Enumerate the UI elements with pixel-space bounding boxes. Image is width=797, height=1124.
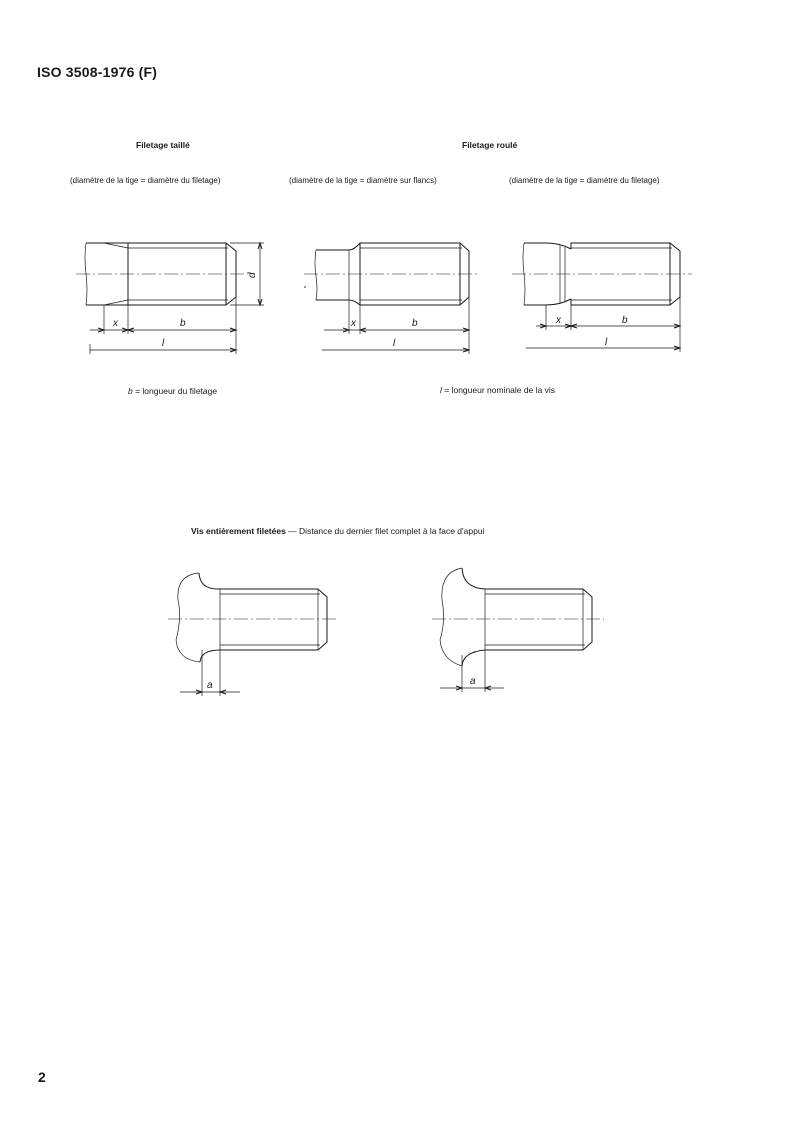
label-l: l xyxy=(162,338,165,349)
label-l: l xyxy=(393,338,396,349)
caption-cut-thread: (diamètre de la tige = diamètre du filetage) xyxy=(70,176,221,185)
title-cut-thread: Filetage taillé xyxy=(136,140,190,150)
document-header: ISO 3508-1976 (F) xyxy=(37,64,158,80)
title-fully-threaded-rest: — Distance du dernier filet complet à la face d'appui xyxy=(285,526,485,536)
label-b: b xyxy=(622,315,628,326)
label-l: l xyxy=(605,337,608,348)
title-rolled-thread: Filetage roulé xyxy=(462,140,518,150)
caption-rolled-pitch: (diamètre de la tige = diamètre sur flancs) xyxy=(289,176,437,185)
label-b: b xyxy=(180,318,186,329)
label-a: a xyxy=(207,680,213,691)
legend-l-symbol: l xyxy=(440,385,442,395)
title-fully-threaded-bold: Vis entièrement filetées xyxy=(191,526,286,536)
label-x: x xyxy=(556,315,561,326)
label-b: b xyxy=(412,318,418,329)
legend-b-symbol: b xyxy=(128,386,133,396)
legend-b-text: = longueur du filetage xyxy=(132,386,218,396)
caption-rolled-full: (diamètre de la tige = diamètre du filetage) xyxy=(509,176,660,185)
label-d: d xyxy=(247,272,258,278)
page-number: 2 xyxy=(38,1069,46,1085)
label-x: x xyxy=(351,318,356,329)
label-a: a xyxy=(470,676,476,687)
legend-l-text: = longueur nominale de la vis xyxy=(441,385,556,395)
label-x: x xyxy=(113,318,118,329)
